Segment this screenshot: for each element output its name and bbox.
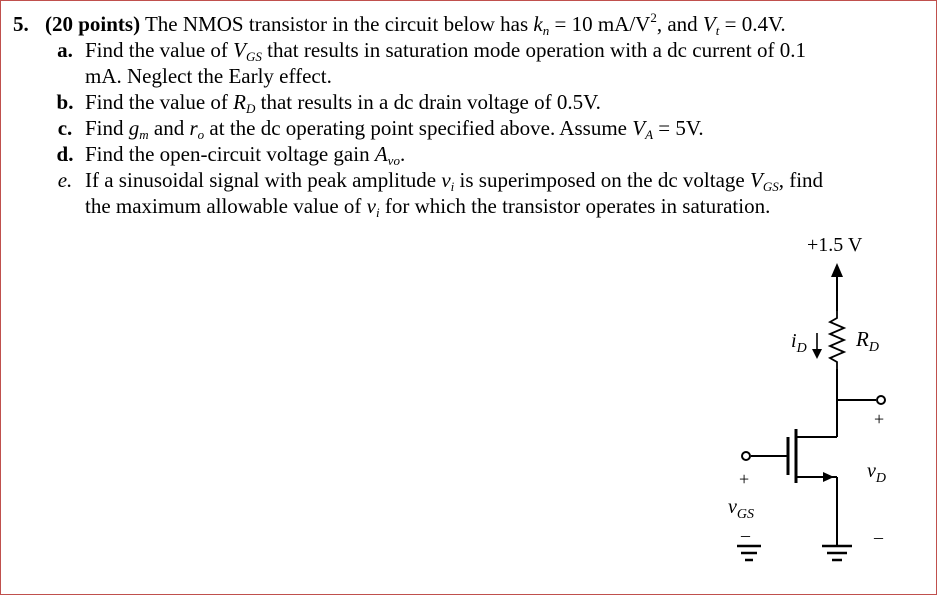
kn-exp: 2 bbox=[650, 10, 657, 25]
va-symbol: V bbox=[632, 116, 646, 140]
part-e-text-4: the maximum allowable value of bbox=[85, 194, 362, 218]
vgs-symbol: V bbox=[233, 38, 246, 62]
kn-value: = 10 mA/V bbox=[554, 12, 651, 36]
vgs-symbol-e: V bbox=[750, 168, 763, 192]
and-text: , and bbox=[656, 12, 698, 36]
part-e-label: e. bbox=[57, 168, 73, 192]
vt-symbol: V bbox=[702, 12, 716, 36]
part-e-text-1: If a sinusoidal signal with peak amplitude bbox=[85, 168, 437, 192]
problem-number: 5. bbox=[13, 12, 29, 36]
output-terminal bbox=[877, 396, 885, 404]
supply-label: +1.5 V bbox=[807, 234, 863, 256]
part-e-text-3: , find bbox=[778, 168, 824, 192]
part-a-text-1: Find the value of bbox=[85, 38, 228, 62]
rd-label: $R_D$ bbox=[856, 327, 879, 355]
kn-sub: n bbox=[542, 23, 550, 38]
supply-arrow-icon bbox=[831, 263, 843, 277]
vt-value: = 0.4V. bbox=[724, 12, 786, 36]
part-d-text-2: . bbox=[399, 142, 406, 166]
vt-sub: t bbox=[715, 23, 720, 38]
avo-sub: vo bbox=[387, 153, 400, 168]
part-c-text-3: at the dc operating point specified above. Assume bbox=[209, 116, 627, 140]
vd-minus: – bbox=[874, 527, 883, 547]
part-a-text-3: mA. Neglect the Early effect. bbox=[85, 64, 332, 88]
part-d-text-1: Find the open-circuit voltage gain bbox=[85, 142, 370, 166]
vd-plus: + bbox=[874, 409, 885, 429]
part-a-text-2: that results in saturation mode operation with a dc current of 0.1 bbox=[267, 38, 806, 62]
part-b-label: b. bbox=[56, 90, 74, 114]
part-b-text-2: that results in a dc drain voltage of 0.5V. bbox=[260, 90, 601, 114]
id-label: $i_D$ bbox=[791, 330, 807, 356]
ro-sub: o bbox=[197, 127, 205, 142]
va-sub: A bbox=[645, 127, 654, 142]
rd-sub: D bbox=[245, 101, 256, 116]
problem-intro: The NMOS transistor in the circuit below has bbox=[144, 12, 529, 36]
vgs-sub-e: GS bbox=[762, 179, 779, 194]
vi-sub: i bbox=[450, 179, 455, 194]
nmos-circuit-diagram bbox=[1, 1, 938, 596]
resistor-rd bbox=[830, 311, 844, 369]
avo-symbol: A bbox=[374, 142, 388, 166]
vgs-plus: + bbox=[739, 469, 750, 489]
ro-symbol: r bbox=[189, 116, 198, 140]
problem-points: (20 points) bbox=[45, 12, 141, 36]
rd-symbol: R bbox=[233, 90, 246, 114]
part-c-text-2: and bbox=[153, 116, 185, 140]
part-b-text-1: Find the value of bbox=[85, 90, 228, 114]
vgs-label: $v_{GS}$ bbox=[728, 496, 755, 522]
part-e-text-5: for which the transistor operates in saturation. bbox=[384, 194, 771, 218]
gm-symbol: g bbox=[128, 116, 140, 140]
part-c-text-1: Find bbox=[85, 116, 124, 140]
vd-label: $v_D$ bbox=[867, 460, 887, 486]
part-c-text-4: = 5V. bbox=[658, 116, 704, 140]
source-arrow-icon bbox=[823, 472, 834, 482]
part-a-label: a. bbox=[57, 38, 73, 62]
vi-sub-2: i bbox=[376, 205, 380, 220]
vgs-sub: GS bbox=[245, 49, 262, 64]
part-c-label: c. bbox=[57, 116, 73, 140]
vgs-minus: – bbox=[741, 525, 750, 545]
id-arrow-icon bbox=[812, 349, 822, 359]
part-d-label: d. bbox=[56, 142, 74, 166]
part-e-text-2: is superimposed on the dc voltage bbox=[459, 168, 745, 192]
vi-symbol-2: v bbox=[366, 194, 376, 218]
vi-symbol: v bbox=[441, 168, 451, 192]
gm-sub: m bbox=[139, 127, 149, 142]
kn-symbol: k bbox=[533, 12, 543, 36]
gate-terminal bbox=[742, 452, 750, 460]
